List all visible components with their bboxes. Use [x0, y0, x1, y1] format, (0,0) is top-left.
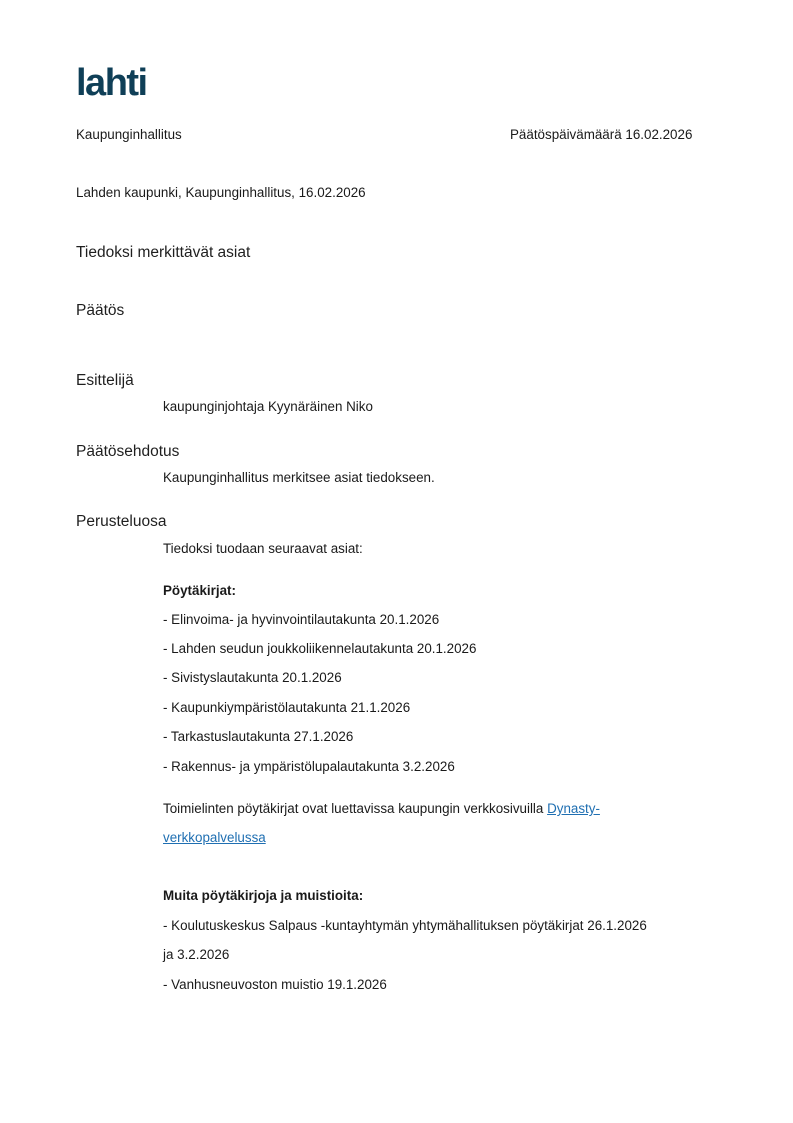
presenter-heading: Esittelijä [76, 372, 134, 389]
logo-text: lahti [76, 64, 147, 100]
rationale-heading: Perusteluosa [76, 513, 167, 530]
other-item-continued: ja 3.2.2026 [163, 947, 230, 962]
presenter-text: kaupunginjohtaja Kyynäräinen Niko [163, 399, 373, 414]
other-item: - Vanhusneuvoston muistio 19.1.2026 [163, 977, 387, 992]
dynasty-link-part2[interactable]: verkkopalvelussa [163, 830, 266, 845]
organ-name: Kaupunginhallitus [76, 127, 182, 142]
availability-line [163, 801, 600, 816]
minutes-item: - Elinvoima- ja hyvinvointilautakunta 20.1.2026 [163, 612, 440, 627]
other-heading: Muita pöytäkirjoja ja muistioita: [163, 888, 364, 903]
proposal-text: Kaupunginhallitus merkitsee asiat tiedokseen. [163, 470, 435, 485]
availability-text: Toimielinten pöytäkirjat ovat luettavissa kaupungin verkkosivuilla [163, 801, 544, 816]
minutes-item: - Tarkastuslautakunta 27.1.2026 [163, 729, 354, 744]
meeting-line: Lahden kaupunki, Kaupunginhallitus, 16.02.2026 [76, 185, 366, 200]
dynasty-link-part1[interactable]: Dynasty- [547, 801, 600, 816]
minutes-item: - Rakennus- ja ympäristölupalautakunta 3.2.2026 [163, 759, 455, 774]
minutes-item: - Sivistyslautakunta 20.1.2026 [163, 670, 342, 685]
page-title: Tiedoksi merkittävät asiat [76, 244, 251, 261]
decision-date: Päätöspäivämäärä 16.02.2026 [510, 127, 693, 142]
lahti-logo [76, 64, 168, 100]
minutes-item: - Lahden seudun joukkoliikennelautakunta 20.1.2026 [163, 641, 477, 656]
minutes-heading: Pöytäkirjat: [163, 583, 236, 598]
availability-link-line [163, 830, 266, 845]
rationale-intro: Tiedoksi tuodaan seuraavat asiat: [163, 541, 363, 556]
decision-heading: Päätös [76, 302, 125, 319]
minutes-item: - Kaupunkiympäristölautakunta 21.1.2026 [163, 700, 411, 715]
proposal-heading: Päätösehdotus [76, 443, 180, 460]
other-item: - Koulutuskeskus Salpaus -kuntayhtymän yhtymähallituksen pöytäkirjat 26.1.2026 [163, 918, 647, 933]
